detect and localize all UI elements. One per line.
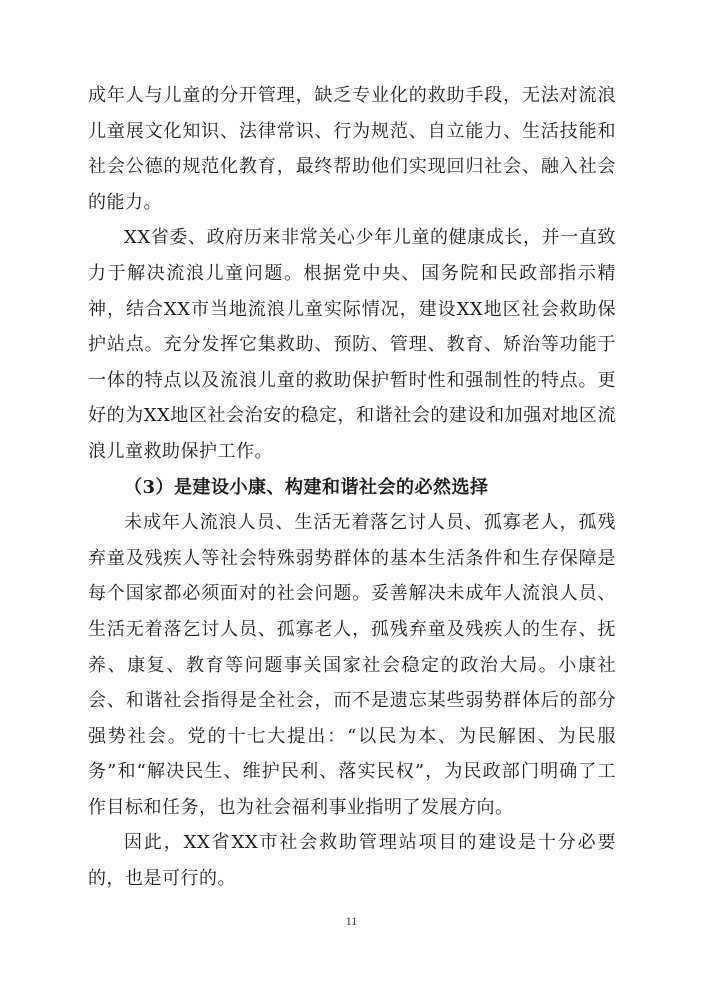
paragraph-province-policy: XX省委、政府历来非常关心少年儿童的健康成长，并一直致力于解决流浪儿童问题。根据党中央、国务院和民政部指示精神，结合XX市当地流浪儿童实际情况，建设XX地区社会救助保护站点。充分发挥它集救助、预防、管理、教育、矫治等功能于一体的特点以及流浪儿童的救助保护暂时性和强制性的特点。更好的为XX地区社会治安的稳定，和谐社会的建设和加强对地区流浪儿童救助保护工作。 [88,227,616,462]
section-heading: （3）是建设小康、构建和谐社会的必然选择 [124,476,489,498]
paragraph-vulnerable-groups: 未成年人流浪人员、生活无着落乞讨人员、孤寡老人，孤残弃童及残疾人等社会特殊弱势群体的基本生活条件和生存保障是每个国家都必须面对的社会问题。妥善解决未成年人流浪人员、生活无着落乞讨人员、孤寡老人，孤残弃童及残疾人的生存、抚养、康复、教育等问题事关国家社会稳定的政治大局。小康社会、和谐社会指得是全社会，而不是遗忘某些弱势群体后的部分强势社会。党的十七大提出：“以民为本、为民解困、为民服务”和“解决民生、维护民利、落实民权”，为民政部门明确了工作目标和任务，也为社会福利事业指明了发展方向。 [88,512,616,818]
body-text [88,78,616,897]
paragraph-continuation: 成年人与儿童的分开管理，缺乏专业化的救助手段，无法对流浪儿童展文化知识、法律常识、行为规范、自立能力、生活技能和社会公德的规范化教育，最终帮助他们实现回归社会、融入社会的能力。 [88,85,616,213]
page-number: 11 [345,914,358,928]
paragraph-conclusion: 因此，XX省XX市社会救助管理站项目的建设是十分必要的，也是可行的。 [88,832,616,890]
